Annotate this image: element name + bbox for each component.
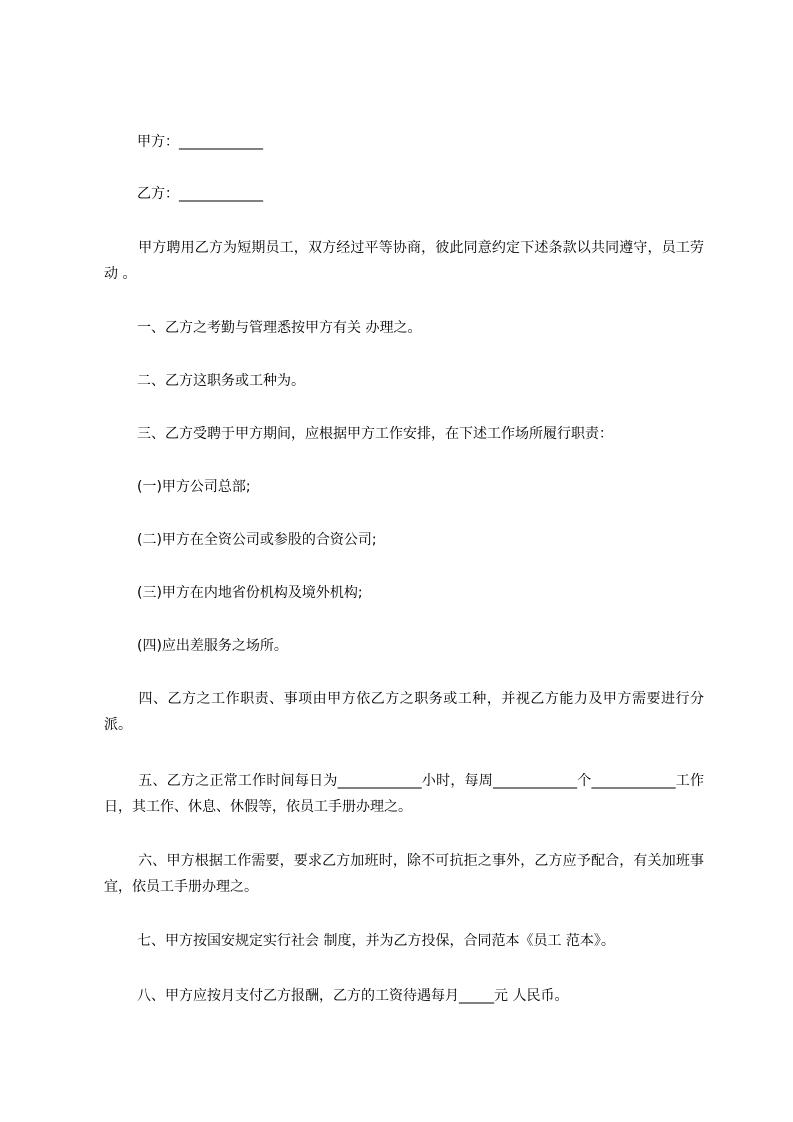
clause-3: 三、乙方受聘于甲方期间，应根据甲方工作安排，在下述工作场所履行职责：	[137, 426, 613, 442]
clause-3-item-4: (四)应出差服务之场所。	[137, 638, 288, 654]
clause-3-item-3: (三)甲方在内地省份机构及境外机构;	[137, 585, 363, 601]
intro-paragraph	[104, 235, 704, 287]
party-a-line: 甲方：____________	[137, 134, 263, 150]
clause-3-item-1: (一)甲方公司总部;	[137, 479, 251, 495]
clause-1: 一、乙方之考勤与管理悉按甲方有关 办理之。	[137, 320, 422, 336]
clause-6: 六、甲方根据工作需要，要求乙方加班时，除不可抗拒之事外，乙方应予配合，有关加班事宜，依员工手册办理之。	[104, 853, 704, 895]
clause-3-item-2: (二)甲方在全资公司或参股的合资公司;	[137, 532, 377, 548]
clause-7: 七、甲方按国安规定实行社会 制度，并为乙方投保，合同范本《员工 范本》。	[137, 933, 615, 949]
clause-8: 八、甲方应按月支付乙方报酬，乙方的工资待遇每月_____元 人民币。	[137, 988, 569, 1004]
clause-5-paragraph	[104, 768, 704, 820]
clause-6-paragraph	[104, 848, 704, 900]
clause-4-paragraph	[104, 686, 704, 738]
clause-5: 五、乙方之正常工作时间每日为____________小时，每周____________个____________工作日，其工作、休息、休假等，依员工手册办理之。	[104, 773, 704, 815]
party-b-line: 乙方：____________	[137, 186, 263, 202]
clause-2: 二、乙方这职务或工种为。	[137, 373, 305, 389]
intro-text: 甲方聘用乙方为短期员工，双方经过平等协商，彼此同意约定下述条款以共同遵守，员工劳动 。	[104, 240, 704, 282]
clause-4: 四、乙方之工作职责、事项由甲方依乙方之职务或工种，并视乙方能力及甲方需要进行分派。	[104, 691, 704, 733]
